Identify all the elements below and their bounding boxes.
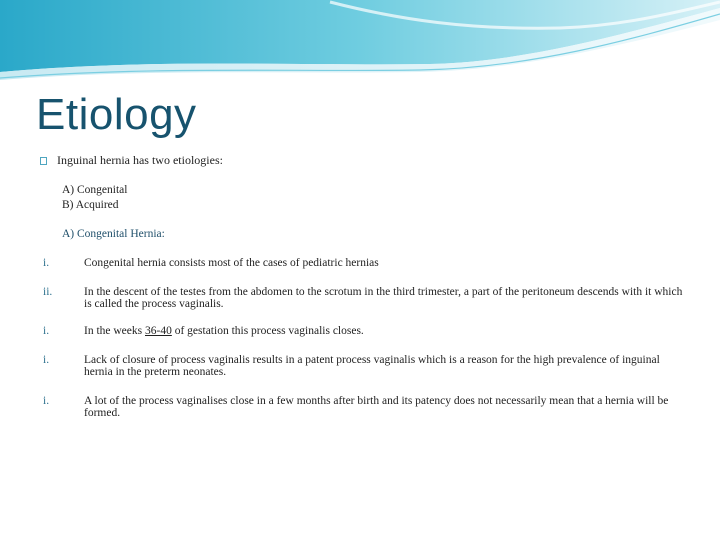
list-item-text <box>84 325 690 337</box>
list-item-number: i. <box>43 354 50 366</box>
etiology-types-list <box>62 183 127 213</box>
list-item-text: A lot of the process vaginalises close in a few months after birth and its patency does not necessarily mean that a hernia will be formed. <box>84 395 669 419</box>
list-item-text-end: of gestation this process vaginalis closes. <box>171 325 364 337</box>
list-item-number: i. <box>43 395 50 407</box>
intro-line <box>40 153 223 168</box>
list-item-number: i. <box>43 325 50 337</box>
list-item-text: Congenital hernia consists most of the cases of pediatric hernias <box>84 257 379 269</box>
list-item-text: Lack of closure of process vaginalis results in a patent process vaginalis which is a reason for the high prevalence of inguinal hernia in the preterm neonates. <box>84 354 660 378</box>
gestation-weeks: 36-40 <box>145 325 172 337</box>
list-item-text-start: In the weeks <box>84 325 145 337</box>
list-item-text: In the descent of the testes from the abdomen to the scrotum in the third trimester, a part of the peritoneum descends with it which is called the process vaginalis. <box>84 286 683 310</box>
list-item-number: i. <box>43 257 50 269</box>
slide-title: Etiology <box>36 90 197 139</box>
type-acquired: B) Acquired <box>62 199 119 211</box>
list-item-number: ii. <box>43 286 53 298</box>
type-congenital: A) Congenital <box>62 184 128 196</box>
congenital-hernia-heading: A) Congenital Hernia: <box>62 228 165 240</box>
header-wave-decoration <box>0 0 720 90</box>
square-bullet-icon <box>40 157 47 165</box>
intro-text: Inguinal hernia has two etiologies: <box>57 153 223 167</box>
